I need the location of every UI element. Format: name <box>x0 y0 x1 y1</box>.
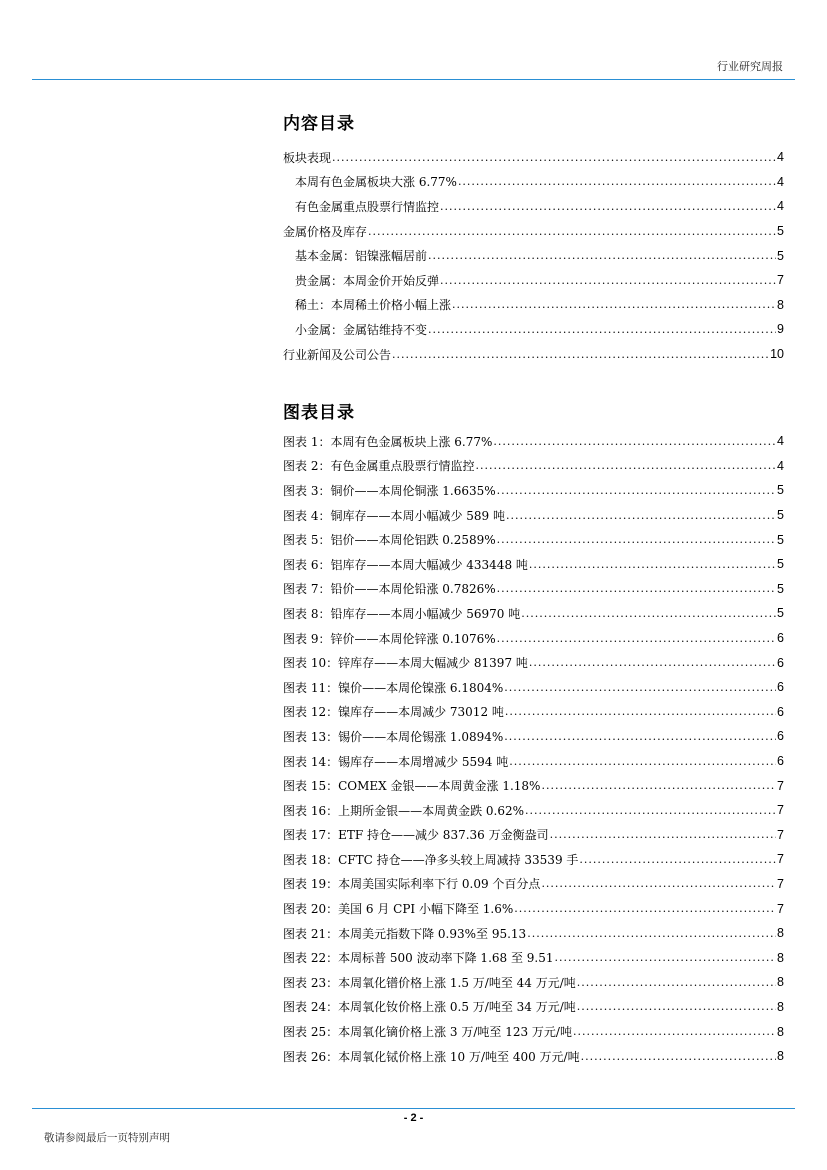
toc-entry-label: 有色金属重点股票行情监控 <box>295 199 440 214</box>
figure-entry[interactable] <box>283 601 784 626</box>
dot-leader <box>428 249 776 262</box>
dot-leader <box>581 1050 776 1063</box>
figure-entry-page: 6 <box>777 704 784 719</box>
figure-entry-label: 图表 1：本周有色金属板块上涨 6.77% <box>283 434 493 449</box>
toc-entry-label: 行业新闻及公司公告 <box>283 347 392 362</box>
dot-leader <box>527 927 776 940</box>
dot-leader <box>521 607 776 620</box>
toc-title: 内容目录 <box>283 114 355 134</box>
dot-leader <box>577 976 776 989</box>
toc-entry[interactable] <box>283 268 784 293</box>
page-number: - 2 - <box>403 1112 424 1124</box>
figure-entry-label: 图表 14：锡库存——本周增减少 5594 吨 <box>283 754 509 769</box>
dot-leader <box>504 730 776 743</box>
figure-entry[interactable] <box>283 773 784 798</box>
toc-entry-page: 4 <box>777 174 784 189</box>
figure-entry[interactable] <box>283 749 784 774</box>
figure-entry-page: 6 <box>777 655 784 670</box>
dot-leader <box>514 902 776 915</box>
figure-entry[interactable] <box>283 626 784 651</box>
header-rule <box>32 79 795 80</box>
toc-entry-label: 金属价格及库存 <box>283 224 368 239</box>
dot-leader <box>506 509 776 522</box>
toc-list <box>283 145 784 366</box>
figure-entry-label: 图表 13：锡价——本周伦锡涨 1.0894% <box>283 729 504 744</box>
disclaimer: 敬请参阅最后一页特别声明 <box>44 1132 170 1144</box>
figure-entry-page: 8 <box>777 950 784 965</box>
dot-leader <box>577 1000 776 1013</box>
dot-leader <box>458 175 776 188</box>
toc-entry-label: 本周有色金属板块大涨 6.77% <box>295 175 457 190</box>
dot-leader <box>529 558 776 571</box>
figure-entry-label: 图表 16：上期所金银——本周黄金跌 0.62% <box>283 803 525 818</box>
toc-entry-page: 10 <box>770 347 784 362</box>
dot-leader <box>475 459 776 472</box>
toc-entry[interactable] <box>283 194 784 219</box>
figure-entry[interactable] <box>283 995 784 1020</box>
toc-entry-label: 稀土：本周稀土价格小幅上涨 <box>295 298 452 313</box>
dot-leader <box>529 656 776 669</box>
figure-entry-label: 图表 20：美国 6 月 CPI 小幅下降至 1.6% <box>283 902 514 917</box>
figure-entry-page: 7 <box>777 827 784 842</box>
figure-entry-label: 图表 10：锌库存——本周大幅减少 81397 吨 <box>283 656 528 671</box>
dot-leader <box>452 298 776 311</box>
figure-entry-page: 6 <box>777 729 784 744</box>
figure-entry-label: 图表 22：本周标普 500 波动率下降 1.68 至 9.51 <box>283 951 554 966</box>
toc-entry-page: 8 <box>777 297 784 312</box>
figure-entry[interactable] <box>283 921 784 946</box>
figure-entry[interactable] <box>283 896 784 921</box>
dot-leader <box>555 951 777 964</box>
figure-entry-page: 7 <box>777 852 784 867</box>
figure-entry-label: 图表 5：铝价——本周伦铝跌 0.2589% <box>283 533 496 548</box>
toc-entry[interactable] <box>283 219 784 244</box>
figure-entry-label: 图表 26：本周氧化铽价格上涨 10 万/吨至 400 万元/吨 <box>283 1049 580 1064</box>
dot-leader <box>440 200 776 213</box>
toc-entry-page: 5 <box>777 248 784 263</box>
dot-leader <box>497 484 776 497</box>
dot-leader <box>525 804 776 817</box>
toc-entry-page: 9 <box>777 322 784 337</box>
figure-entry-page: 7 <box>777 876 784 891</box>
figure-entry[interactable] <box>283 1019 784 1044</box>
figure-entry-page: 8 <box>777 926 784 941</box>
figure-entry-page: 7 <box>777 803 784 818</box>
dot-leader <box>497 582 776 595</box>
figures-list <box>283 429 784 1068</box>
dot-leader <box>509 755 776 768</box>
dot-leader <box>392 348 769 361</box>
figure-entry-label: 图表 3：铜价——本周伦铜涨 1.6635% <box>283 483 496 498</box>
figure-entry-page: 7 <box>777 778 784 793</box>
dot-leader <box>504 681 776 694</box>
toc-entry-page: 7 <box>777 273 784 288</box>
figure-entry-page: 8 <box>777 1049 784 1064</box>
dot-leader <box>497 632 776 645</box>
toc-entry-page: 4 <box>777 150 784 165</box>
toc-entry-label: 贵金属：本周金价开始反弹 <box>295 273 440 288</box>
figure-entry[interactable] <box>283 552 784 577</box>
figure-entry-label: 图表 4：铜库存——本周小幅减少 589 吨 <box>283 508 505 523</box>
toc-entry-page: 5 <box>777 224 784 239</box>
figure-entry[interactable] <box>283 945 784 970</box>
figure-entry-label: 图表 9：锌价——本周伦锌涨 0.1076% <box>283 631 496 646</box>
figure-entry-label: 图表 23：本周氧化镨价格上涨 1.5 万/吨至 44 万元/吨 <box>283 975 576 990</box>
figure-entry-page: 5 <box>777 508 784 523</box>
figure-entry[interactable] <box>283 700 784 725</box>
figure-entry-label: 图表 7：铅价——本周伦铅涨 0.7826% <box>283 582 496 597</box>
figure-entry[interactable] <box>283 872 784 897</box>
figure-entry-label: 图表 21：本周美元指数下降 0.93%至 95.13 <box>283 926 527 941</box>
figure-entry-page: 4 <box>777 458 784 473</box>
dot-leader <box>428 323 776 336</box>
figure-entry-label: 图表 15：COMEX 金银——本周黄金涨 1.18% <box>283 779 541 794</box>
figure-entry[interactable] <box>283 798 784 823</box>
figure-entry-page: 4 <box>777 434 784 449</box>
toc-entry-label: 板块表现 <box>283 150 332 165</box>
figure-entry-page: 8 <box>777 999 784 1014</box>
toc-entry[interactable] <box>283 170 784 195</box>
figure-entry[interactable] <box>283 429 784 454</box>
figure-entry[interactable] <box>283 675 784 700</box>
dot-leader <box>497 533 776 546</box>
figure-entry-label: 图表 11：镍价——本周伦镍涨 6.1804% <box>283 680 504 695</box>
figure-entry-page: 5 <box>777 581 784 596</box>
figure-entry-label: 图表 18：CFTC 持仓——净多头较上周减持 33539 手 <box>283 852 579 867</box>
figure-entry-page: 5 <box>777 532 784 547</box>
figure-entry-label: 图表 17：ETF 持仓——减少 837.36 万金衡盎司 <box>283 828 549 843</box>
figure-entry[interactable] <box>283 970 784 995</box>
toc-entry-label: 小金属：金属钴维持不变 <box>295 322 428 337</box>
figure-entry[interactable] <box>283 478 784 503</box>
figures-title: 图表目录 <box>283 403 355 423</box>
toc-entry-page: 4 <box>777 199 784 214</box>
figure-entry[interactable] <box>283 503 784 528</box>
figure-entry-label: 图表 12：镍库存——本周减少 73012 吨 <box>283 705 504 720</box>
report-type-header: 行业研究周报 <box>717 60 783 73</box>
toc-entry[interactable] <box>283 317 784 342</box>
figure-entry-page: 5 <box>777 606 784 621</box>
figure-entry[interactable] <box>283 577 784 602</box>
figure-entry-label: 图表 8：铅库存——本周小幅减少 56970 吨 <box>283 606 521 621</box>
figure-entry[interactable] <box>283 847 784 872</box>
figure-entry-label: 图表 19：本周美国实际利率下行 0.09 个百分点 <box>283 877 541 892</box>
toc-entry[interactable] <box>283 243 784 268</box>
toc-entry[interactable] <box>283 293 784 318</box>
figure-entry-page: 5 <box>777 483 784 498</box>
toc-entry[interactable] <box>283 145 784 170</box>
figure-entry-label: 图表 24：本周氧化钕价格上涨 0.5 万/吨至 34 万元/吨 <box>283 1000 576 1015</box>
figure-entry-page: 6 <box>777 631 784 646</box>
figure-entry-page: 8 <box>777 975 784 990</box>
figure-entry-page: 8 <box>777 1024 784 1039</box>
footer-rule <box>32 1108 795 1109</box>
dot-leader <box>579 853 776 866</box>
figure-entry-label: 图表 2：有色金属重点股票行情监控 <box>283 459 475 474</box>
dot-leader <box>332 151 776 164</box>
figure-entry[interactable] <box>283 454 784 479</box>
figure-entry-page: 6 <box>777 754 784 769</box>
figure-entry[interactable] <box>283 724 784 749</box>
dot-leader <box>573 1025 776 1038</box>
dot-leader <box>440 274 776 287</box>
dot-leader <box>368 225 776 238</box>
figure-entry[interactable] <box>283 1044 784 1069</box>
figure-entry-label: 图表 25：本周氧化镝价格上涨 3 万/吨至 123 万元/吨 <box>283 1025 572 1040</box>
figure-entry-page: 5 <box>777 557 784 572</box>
dot-leader <box>541 877 776 890</box>
toc-entry-label: 基本金属：铝镍涨幅居前 <box>295 249 428 264</box>
figure-entry-label: 图表 6：铝库存——本周大幅减少 433448 吨 <box>283 557 528 572</box>
figure-entry[interactable] <box>283 823 784 848</box>
dot-leader <box>493 435 776 448</box>
figure-entry[interactable] <box>283 527 784 552</box>
figure-entry[interactable] <box>283 650 784 675</box>
dot-leader <box>505 705 776 718</box>
figure-entry-page: 6 <box>777 680 784 695</box>
dot-leader <box>541 779 776 792</box>
figure-entry-page: 7 <box>777 901 784 916</box>
toc-entry[interactable] <box>283 342 784 367</box>
dot-leader <box>550 828 776 841</box>
